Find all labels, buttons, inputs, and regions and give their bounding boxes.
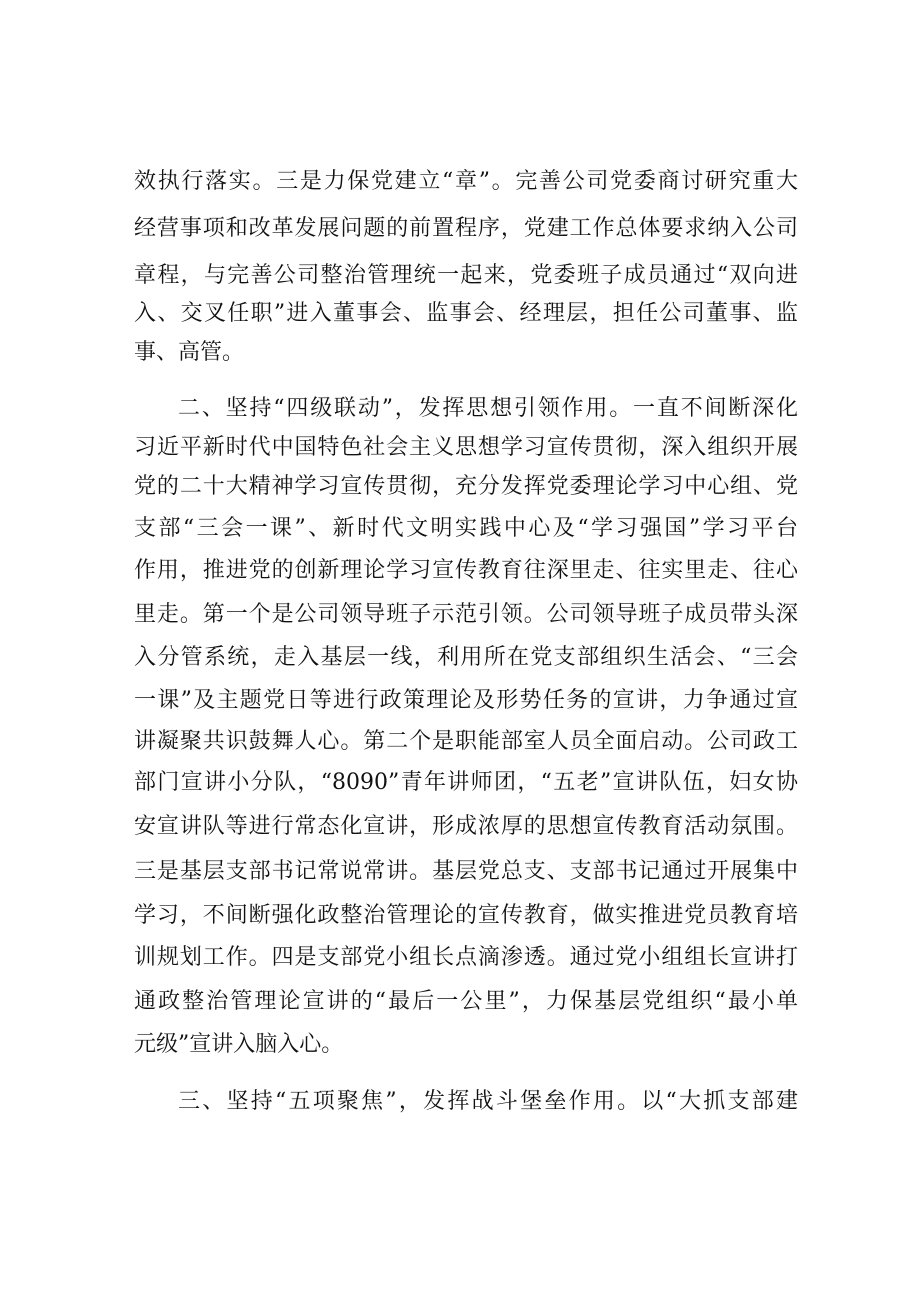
text-line: 经营事项和改革发展问题的前置程序，党建工作总体要求纳入公司 (134, 216, 798, 241)
text-line: 安宣讲队等进行常态化宣讲，形成浓厚的思想宣传教育活动氛围。 (134, 814, 798, 839)
text-line: 三是基层支部书记常说常讲。基层党总支、支部书记通过开展集中 (134, 859, 798, 884)
text-line: 训规划工作。四是支部党小组长点滴渗透。通过党小组组长宣讲打 (134, 945, 798, 970)
text-line: 入分管系统，走入基层一线，利用所在党支部组织生活会、“三会 (134, 645, 798, 670)
text-line: 支部“三会一课”、新时代文明实践中心及“学习强国”学习平台 (134, 516, 798, 541)
text-line: 党的二十大精神学习宣传贯彻，充分发挥党委理论学习中心组、党 (134, 474, 798, 499)
text-line: 学习，不间断强化政整治管理论的宣传教育，做实推进党员教育培 (134, 903, 798, 928)
text-line: 习近平新时代中国特色社会主义思想学习宣传贯彻，深入组织开展 (134, 435, 798, 460)
text-line: 部门宣讲小分队，“8090”青年讲师团，“五老”宣讲队伍，妇女协 (134, 770, 798, 795)
text-line: 三、坚持“五项聚焦”，发挥战斗堡垒作用。以“大抓支部建 (178, 1089, 798, 1114)
text-line: 二、坚持“四级联动”，发挥思想引领作用。一直不间断深化 (178, 396, 798, 421)
text-line: 效执行落实。三是力保党建立“章”。完善公司党委商讨研究重大 (134, 169, 798, 194)
text-line: 章程，与完善公司整治管理统一起来，党委班子成员通过“双向进 (134, 263, 798, 288)
text-line: 里走。第一个是公司领导班子示范引领。公司领导班子成员带头深 (134, 602, 798, 627)
text-line: 讲凝聚共识鼓舞人心。第二个是职能部室人员全面启动。公司政工 (134, 729, 798, 754)
text-line: 一课”及主题党日等进行政策理论及形势任务的宣讲，力争通过宣 (134, 688, 798, 713)
text-line: 作用，推进党的创新理论学习宣传教育往深里走、往实里走、往心 (134, 558, 798, 583)
text-line: 事、高管。 (134, 340, 245, 365)
text-line: 入、交叉任职”进入董事会、监事会、经理层，担任公司董事、监 (134, 301, 798, 326)
text-line: 元级”宣讲入脑入心。 (134, 1032, 344, 1057)
text-line: 通政整治管理论宣讲的“最后一公里”，力保基层党组织“最小单 (134, 989, 798, 1014)
